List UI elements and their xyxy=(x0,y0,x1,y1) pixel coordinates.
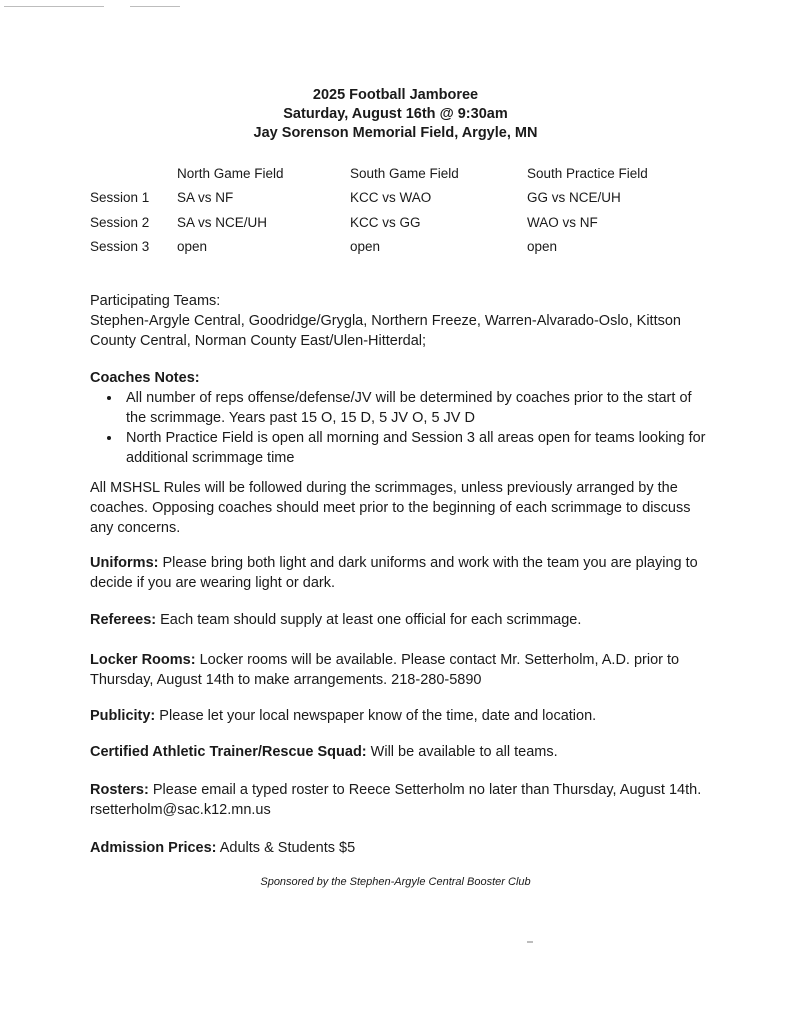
table-cell: open xyxy=(350,239,381,255)
scan-artifact-top-left xyxy=(4,6,104,7)
table-cell: GG vs NCE/UH xyxy=(527,190,621,206)
table-cell: SA vs NCE/UH xyxy=(177,214,268,230)
athletic-trainer-label: Certified Athletic Trainer/Rescue Squad: xyxy=(90,744,367,760)
session-label: Session 3 xyxy=(90,239,150,255)
header-cell-session xyxy=(86,161,177,186)
publicity-text: Please let your local newspaper know of the time, date and location. xyxy=(159,708,597,724)
header-cell-south-practice-field: South Practice Field xyxy=(527,165,648,181)
rosters-label: Rosters: xyxy=(90,782,149,798)
table-cell: WAO vs NF xyxy=(527,214,598,230)
participating-teams-heading: Participating Teams: xyxy=(90,293,221,309)
admission-prices-section xyxy=(90,838,710,858)
locker-rooms-text: Locker rooms will be available. Please contact Mr. Setterholm, A.D. prior to Thursday, August 14th to make arrangements. 218-280-5890 xyxy=(90,652,680,688)
scan-artifact-top-mid xyxy=(130,6,180,7)
list-item: • All number of reps offense/defense/JV will be determined by coaches prior to the start of the scrimmage. Years past 15 O, 15 D, 5 JV O, 5 JV D xyxy=(122,388,710,428)
table-row xyxy=(86,210,702,235)
rosters-section xyxy=(90,780,710,820)
publicity-section xyxy=(90,706,710,726)
athletic-trainer-section xyxy=(90,742,710,762)
scan-dot xyxy=(527,941,533,943)
coaches-notes-heading: Coaches Notes: xyxy=(90,370,200,386)
rules-paragraph: All MSHSL Rules will be followed during the scrimmages, unless previously arranged by the coaches. Opposing coaches should meet prior to the beginning of each scrimmage to discuss any concerns. xyxy=(90,480,691,536)
uniforms-text: Please bring both light and dark uniforms and work with the team you are playing to decide if you are wearing light or dark. xyxy=(90,555,698,591)
event-date: Saturday, August 16th @ 9:30am xyxy=(283,106,508,122)
table-cell: open xyxy=(177,239,208,255)
participating-teams-section xyxy=(90,291,710,351)
document-header xyxy=(0,86,791,143)
table-cell: KCC vs WAO xyxy=(350,190,432,206)
uniforms-label: Uniforms: xyxy=(90,555,159,571)
table-cell: open xyxy=(527,239,558,255)
table-row xyxy=(86,186,702,211)
publicity-label: Publicity: xyxy=(90,708,156,724)
coaches-notes-list xyxy=(90,388,710,468)
schedule-table xyxy=(86,161,702,259)
rosters-text: Please email a typed roster to Reece Setterholm no later than Thursday, August 14th. xyxy=(152,782,702,798)
header-cell-north-game-field: North Game Field xyxy=(177,165,284,181)
table-cell: KCC vs GG xyxy=(350,214,421,230)
header-cell-south-game-field: South Game Field xyxy=(350,165,459,181)
session-label: Session 2 xyxy=(90,214,150,230)
athletic-trainer-text: Will be available to all teams. xyxy=(370,744,558,760)
admission-prices-text: Adults & Students $5 xyxy=(219,840,356,856)
uniforms-section xyxy=(90,553,710,593)
participating-teams-list: Stephen-Argyle Central, Goodridge/Grygla, Northern Freeze, Warren-Alvarado-Oslo, Kittson County Central, Norman County East/Ulen-Hitterdal; xyxy=(90,313,681,349)
schedule-header-row xyxy=(86,161,702,186)
table-cell: SA vs NF xyxy=(177,190,234,206)
rosters-email: rsetterholm@sac.k12.mn.us xyxy=(90,802,271,818)
admission-prices-label: Admission Prices: xyxy=(90,840,217,856)
locker-rooms-label: Locker Rooms: xyxy=(90,652,196,668)
sponsor-line: Sponsored by the Stephen-Argyle Central Booster Club xyxy=(260,876,531,888)
referees-section xyxy=(90,610,710,630)
event-location: Jay Sorenson Memorial Field, Argyle, MN xyxy=(253,125,538,141)
list-item: • North Practice Field is open all morning and Session 3 all areas open for teams looking for additional scrimmage time xyxy=(122,428,710,468)
session-label: Session 1 xyxy=(90,190,150,206)
referees-text: Each team should supply at least one official for each scrimmage. xyxy=(160,612,582,628)
coaches-notes-section xyxy=(90,368,710,468)
referees-label: Referees: xyxy=(90,612,157,628)
table-row xyxy=(86,235,702,260)
event-title: 2025 Football Jamboree xyxy=(312,87,479,103)
locker-rooms-section xyxy=(90,650,710,690)
